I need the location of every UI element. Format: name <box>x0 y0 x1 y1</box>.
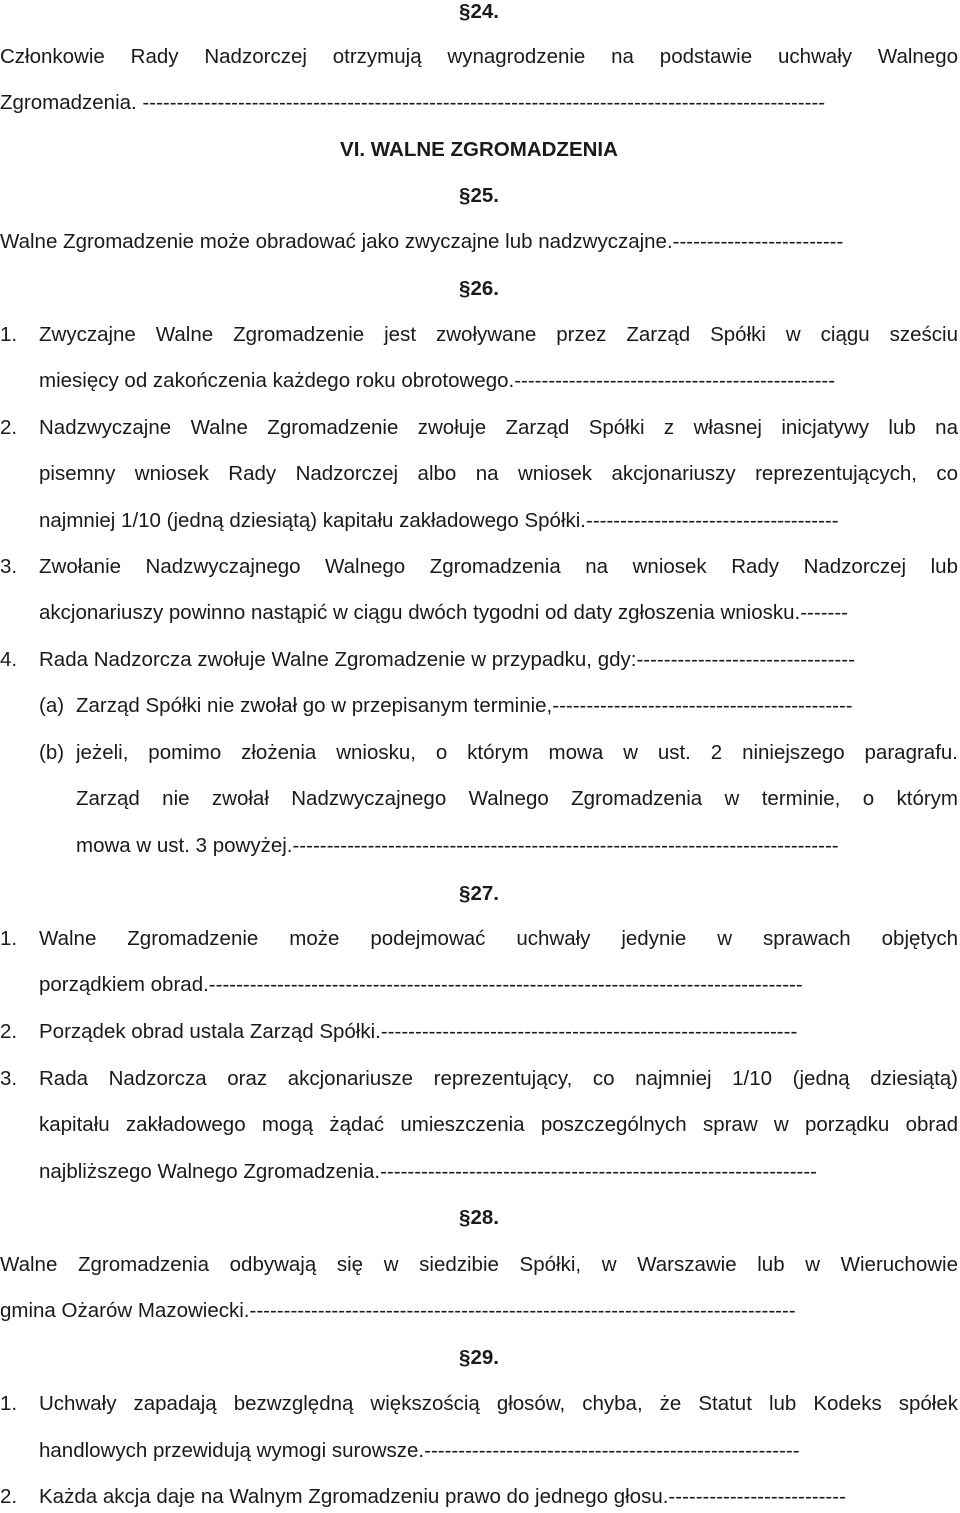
section-26-item-a-line-1: Zarząd Spółki nie zwołał go w przepisanym terminie,-------------------------------------------- <box>76 694 853 717</box>
section-29-p1-line-2: handlowych przewidują wymogi surowsze.------------------------------------------------------- <box>39 1439 800 1462</box>
section-28-line-1: Walne Zgromadzenia odbywają się w siedzibie Spółki, w Warszawie lub w Wieruchowie <box>0 1253 958 1276</box>
section-26-p2-line-3: najmniej 1/10 (jedną dziesiątą) kapitału zakładowego Spółki.------------------------------------- <box>39 509 839 532</box>
section-25-line-1: Walne Zgromadzenie może obradować jako zwyczajne lub nadzwyczajne.------------------------- <box>0 230 844 253</box>
section-24-title: §24. <box>459 0 499 23</box>
section-26-p1-line-2: miesięcy od zakończenia każdego roku obrotowego.----------------------------------------------- <box>39 369 836 392</box>
paragraph-number: 1. <box>0 1392 18 1415</box>
section-29-p1-line-1: Uchwały zapadają bezwzględną większością głosów, chyba, że Statut lub Kodeks spółek <box>39 1392 958 1415</box>
section-25-title: §25. <box>459 184 499 207</box>
section-28-line-2: gmina Ożarów Mazowiecki.-------------------------------------------------------------------------------- <box>0 1299 796 1322</box>
section-26-p1-line-1: Zwyczajne Walne Zgromadzenie jest zwoływane przez Zarząd Spółki w ciągu sześciu <box>39 323 958 346</box>
paragraph-number: 3. <box>0 555 18 578</box>
paragraph-number: 2. <box>0 416 18 439</box>
section-26-p4-line-1: Rada Nadzorcza zwołuje Walne Zgromadzenie w przypadku, gdy:-------------------------------- <box>39 648 855 671</box>
section-27-p3-line-3: najbliższego Walnego Zgromadzenia.---------------------------------------------------------------- <box>39 1160 817 1183</box>
section-29-title: §29. <box>459 1346 499 1369</box>
section-26-p2-line-2: pisemny wniosek Rady Nadzorczej albo na wniosek akcjonariuszy reprezentujących, co <box>39 462 958 485</box>
section-26-p2-line-1: Nadzwyczajne Walne Zgromadzenie zwołuje Zarząd Spółki z własnej inicjatywy lub na <box>39 416 958 439</box>
paragraph-number: 3. <box>0 1067 18 1090</box>
section-26-p3-line-1: Zwołanie Nadzwyczajnego Walnego Zgromadzenia na wniosek Rady Nadzorczej lub <box>39 555 958 578</box>
section-27-p1-line-2: porządkiem obrad.--------------------------------------------------------------------------------------- <box>39 973 803 996</box>
section-27-p2-line-1: Porządek obrad ustala Zarząd Spółki.------------------------------------------------------------- <box>39 1020 798 1043</box>
chapter-title: VI. WALNE ZGROMADZENIA <box>340 138 618 161</box>
section-28-title: §28. <box>459 1206 499 1229</box>
section-24-line-2: Zgromadzenia. ---------------------------------------------------------------------------------------------------- <box>0 91 826 114</box>
paragraph-number: 4. <box>0 648 18 671</box>
section-29-p2-line-1: Każda akcja daje na Walnym Zgromadzeniu prawo do jednego głosu.-------------------------- <box>39 1485 846 1508</box>
paragraph-number: 2. <box>0 1485 18 1508</box>
paragraph-number: 2. <box>0 1020 18 1043</box>
section-26-item-b-line-2: Zarząd nie zwołał Nadzwyczajnego Walnego Zgromadzenia w terminie, o którym <box>76 787 958 810</box>
section-26-p3-line-2: akcjonariuszy powinno nastąpić w ciągu dwóch tygodni od daty zgłoszenia wniosku.------- <box>39 601 848 624</box>
paragraph-number: 1. <box>0 927 18 950</box>
section-26-title: §26. <box>459 277 499 300</box>
section-24-line-1: Członkowie Rady Nadzorczej otrzymują wynagrodzenie na podstawie uchwały Walnego <box>0 45 958 68</box>
section-27-title: §27. <box>459 882 499 905</box>
section-27-p3-line-1: Rada Nadzorcza oraz akcjonariusze reprezentujący, co najmniej 1/10 (jedną dziesiątą) <box>39 1067 958 1090</box>
paragraph-number: 1. <box>0 323 18 346</box>
section-26-item-b-line-1: jeżeli, pomimo złożenia wniosku, o którym mowa w ust. 2 niniejszego paragrafu. <box>76 741 958 764</box>
section-27-p1-line-1: Walne Zgromadzenie może podejmować uchwały jedynie w sprawach objętych <box>39 927 958 950</box>
section-26-item-a-label: (a) <box>39 694 65 717</box>
section-27-p3-line-2: kapitału zakładowego mogą żądać umieszczenia poszczególnych spraw w porządku obrad <box>39 1113 958 1136</box>
section-26-item-b-line-3: mowa w ust. 3 powyżej.-------------------------------------------------------------------------------- <box>76 834 839 857</box>
section-26-item-b-label: (b) <box>39 741 65 764</box>
